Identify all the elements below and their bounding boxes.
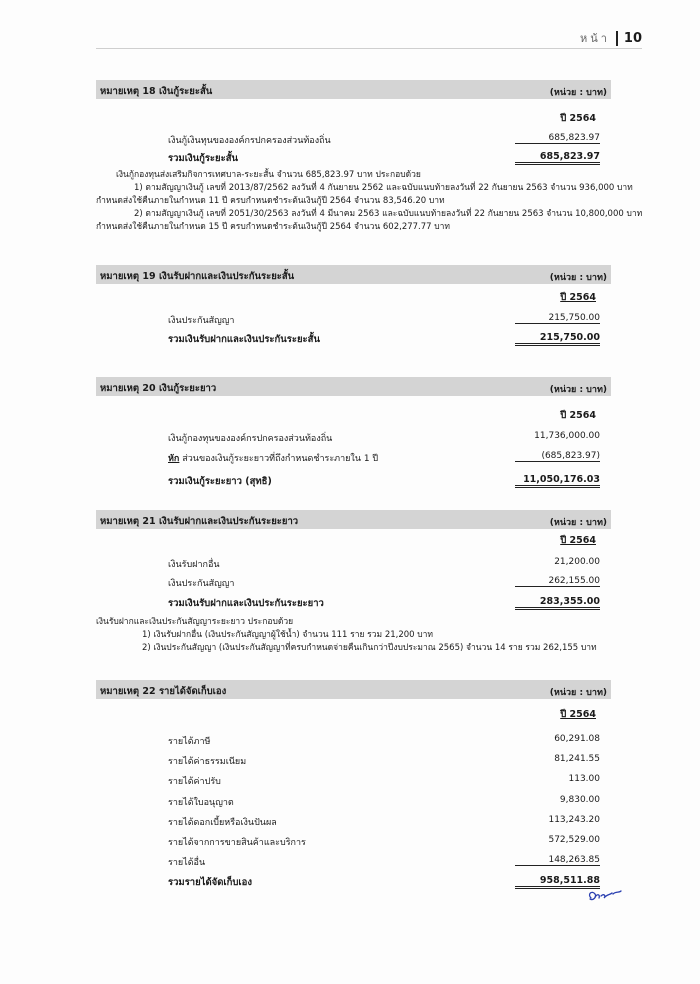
desc-line: 2) ตามสัญญาเงินกู้ เลขที่ 2051/30/2563 ลงวันที่ 4 มีนาคม 2563 และฉบับแนบท้ายลงวันที่ 22 กันยายน 2563 จำนวน 10,800,000 บาท — [134, 209, 643, 219]
page-number — [580, 29, 642, 47]
note-22-row — [168, 815, 600, 829]
total-value: 283,355.00 — [515, 596, 600, 610]
note-22-row — [168, 855, 600, 869]
total-label: รวมเงินรับฝากและเงินประกันระยะยาว — [168, 598, 324, 609]
note-22-year: ปี 2564 — [560, 709, 596, 720]
note-18-title: หมายเหตุ 18 เงินกู้ระยะสั้น — [100, 86, 213, 97]
note-19-row — [168, 313, 600, 327]
row-value: 9,830.00 — [559, 795, 600, 805]
row-label: เงินประกันสัญญา — [168, 316, 235, 326]
note-18-total — [168, 151, 600, 165]
note-21-description — [96, 616, 641, 655]
note-18-header — [96, 80, 611, 99]
row-label: รายได้ดอกเบี้ยหรือเงินปันผล — [168, 818, 277, 828]
note-22-row — [168, 774, 600, 788]
note-19-total — [168, 332, 600, 346]
row-value: 148,263.85 — [515, 855, 600, 866]
row-label: เงินประกันสัญญา — [168, 579, 235, 589]
row-label: รายได้ค่าปรับ — [168, 777, 221, 787]
deduct-label: ส่วนของเงินกู้ระยะยาวที่ถึงกำหนดชำระภายใน 1 ปี — [179, 454, 379, 464]
total-value: 685,823.97 — [515, 151, 600, 165]
note-20-unit: (หน่วย : บาท) — [549, 385, 607, 395]
row-label: เงินกู้เงินทุนขององค์กรปกครองส่วนท้องถิ่น — [168, 136, 331, 146]
note-20-row — [168, 451, 600, 465]
note-19-unit: (หน่วย : บาท) — [549, 273, 607, 283]
row-label: เงินกู้กองทุนขององค์กรปกครองส่วนท้องถิ่น — [168, 434, 333, 444]
note-22-row — [168, 835, 600, 849]
row-value: 21,200.00 — [554, 557, 600, 567]
note-22-row — [168, 734, 600, 748]
desc-line: เงินรับฝากและเงินประกันสัญญาระยะยาว ประกอบด้วย — [96, 617, 294, 627]
row-label: รายได้ค่าธรรมเนียม — [168, 757, 247, 767]
note-22-header — [96, 680, 611, 699]
row-label: รายได้อื่น — [168, 858, 206, 868]
row-label: รายได้จากการขายสินค้าและบริการ — [168, 838, 306, 848]
row-label: รายได้ใบอนุญาต — [168, 798, 234, 808]
row-value: 685,823.97 — [515, 133, 600, 144]
note-21-header — [96, 510, 611, 529]
row-value: 113.00 — [568, 774, 600, 784]
row-value: 262,155.00 — [515, 576, 600, 587]
total-label: รวมเงินกู้ระยะสั้น — [168, 153, 238, 164]
note-22-unit: (หน่วย : บาท) — [549, 688, 607, 698]
desc-line: กำหนดส่งใช้คืนภายในกำหนด 11 ปี ครบกำหนดชำระต้นเงินกู้ปี 2564 จำนวน 83,546.20 บาท — [96, 196, 445, 206]
note-21-row — [168, 557, 600, 571]
desc-line: 1) เงินรับฝากอื่น (เงินประกันสัญญาผู้ใช้น้ำ) จำนวน 111 ราย รวม 21,200 บาท — [142, 630, 434, 640]
total-value: 11,050,176.03 — [515, 474, 600, 488]
note-20-year: ปี 2564 — [560, 410, 596, 421]
note-18-year: ปี 2564 — [560, 113, 596, 124]
page-number-value: 10 — [616, 31, 642, 46]
note-22-total — [168, 875, 600, 889]
total-label: รวมรายได้จัดเก็บเอง — [168, 877, 253, 888]
handwritten-initials — [585, 885, 625, 907]
note-19-year: ปี 2564 — [560, 292, 596, 303]
row-label: เงินรับฝากอื่น — [168, 560, 220, 570]
row-value: 60,291.08 — [554, 734, 600, 744]
desc-line: กำหนดส่งใช้คืนภายในกำหนด 15 ปี ครบกำหนดชำระต้นเงินกู้ปี 2564 จำนวน 602,277.77 บาท — [96, 222, 451, 232]
deduct-prefix: หัก — [168, 454, 180, 464]
note-21-title: หมายเหตุ 21 เงินรับฝากและเงินประกันระยะยาว — [100, 516, 299, 527]
row-value: 215,750.00 — [515, 313, 600, 324]
note-22-row — [168, 754, 600, 768]
note-20-title: หมายเหตุ 20 เงินกู้ระยะยาว — [100, 383, 217, 394]
note-18-description — [96, 169, 641, 234]
row-value: 572,529.00 — [548, 835, 600, 845]
note-21-total — [168, 596, 600, 610]
row-label: รายได้ภาษี — [168, 737, 211, 747]
page-header — [96, 27, 642, 49]
row-value: (685,823.97) — [515, 451, 600, 462]
total-value: 958,511.88 — [515, 875, 600, 889]
total-label: รวมเงินกู้ระยะยาว (สุทธิ) — [168, 476, 272, 487]
note-20-row — [168, 431, 600, 445]
note-22-title: หมายเหตุ 22 รายได้จัดเก็บเอง — [100, 686, 227, 697]
note-19-title: หมายเหตุ 19 เงินรับฝากและเงินประกันระยะสั้น — [100, 271, 295, 282]
note-22-row — [168, 795, 600, 809]
page-label: หน้า — [579, 32, 610, 45]
desc-line: เงินกู้กองทุนส่งเสริมกิจการเทศบาล-ระยะสั้น จำนวน 685,823.97 บาท ประกอบด้วย — [116, 170, 421, 180]
desc-line: 2) เงินประกันสัญญา (เงินประกันสัญญาที่ครบกำหนดจ่ายคืนเกินกว่าปีงบประมาณ 2565) จำนวน 14 ราย รวม 262,155 บาท — [142, 643, 597, 653]
row-label — [168, 451, 378, 465]
note-19-header — [96, 265, 611, 284]
note-21-year: ปี 2564 — [560, 535, 596, 546]
note-21-unit: (หน่วย : บาท) — [549, 518, 607, 528]
row-value: 81,241.55 — [554, 754, 600, 764]
row-value: 11,736,000.00 — [534, 431, 600, 441]
total-label: รวมเงินรับฝากและเงินประกันระยะสั้น — [168, 334, 320, 345]
note-21-row — [168, 576, 600, 590]
note-18-unit: (หน่วย : บาท) — [549, 88, 607, 98]
row-value: 113,243.20 — [548, 815, 600, 825]
total-value: 215,750.00 — [515, 332, 600, 346]
note-18-row — [168, 133, 600, 147]
desc-line: 1) ตามสัญญาเงินกู้ เลขที่ 2013/87/2562 ลงวันที่ 4 กันยายน 2562 และฉบับแนบท้ายลงวันที่ 22 กันยายน 2563 จำนวน 936,000 บาท — [134, 183, 633, 193]
note-20-header — [96, 377, 611, 396]
note-20-total — [168, 474, 600, 488]
